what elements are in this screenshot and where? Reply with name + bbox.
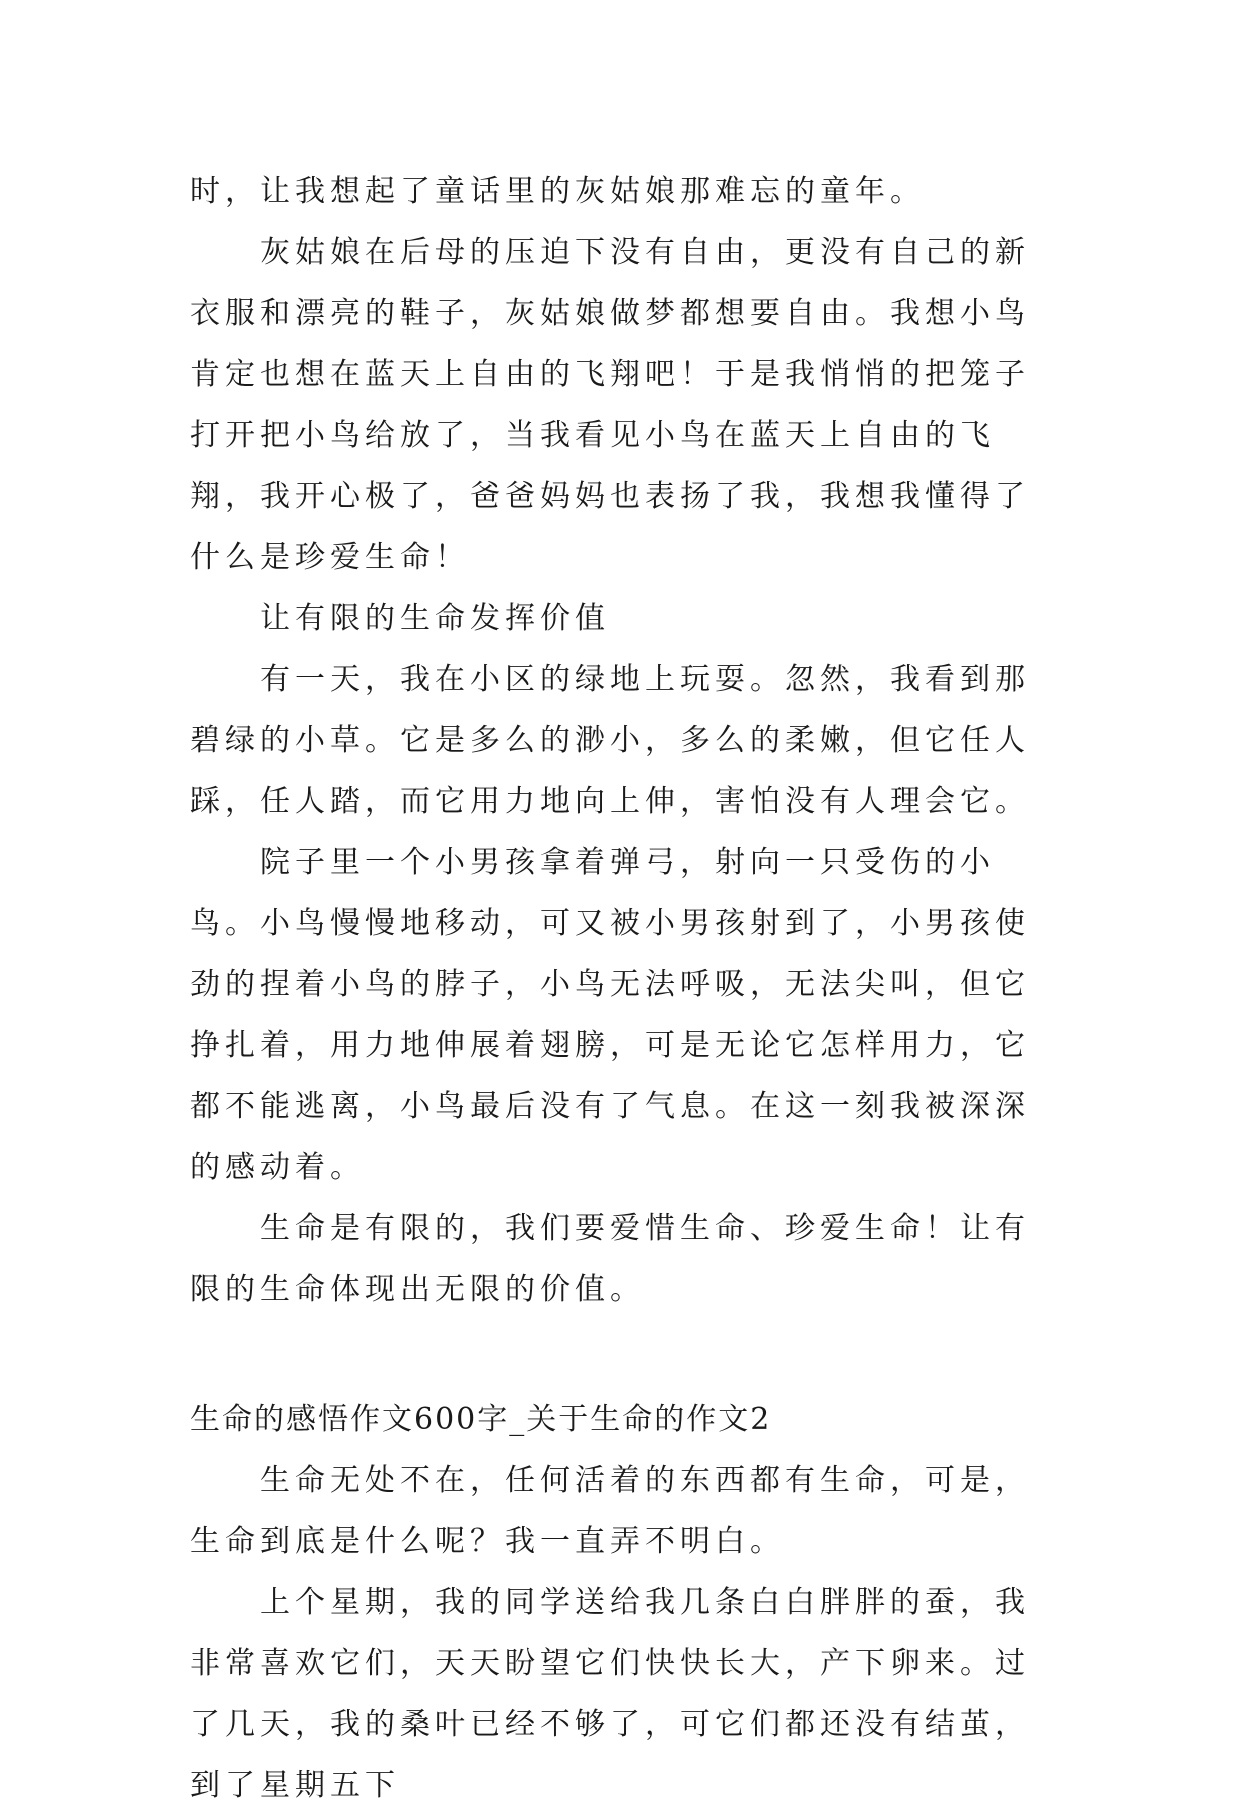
- paragraph: 灰姑娘在后母的压迫下没有自由，更没有自己的新衣服和漂亮的鞋子，灰姑娘做梦都想要自由。我想小鸟肯定也想在蓝天上自由的飞翔吧！于是我悄悄的把笼子打开把小鸟给放了，当我看见小鸟在蓝天上自由的飞翔，我开心极了，爸爸妈妈也表扬了我，我想我懂得了什么是珍爱生命！: [190, 235, 1030, 575]
- section-heading: 生命的感悟作文600字_关于生命的作文2: [190, 1402, 772, 1437]
- paragraph: 上个星期，我的同学送给我几条白白胖胖的蚕，我非常喜欢它们，天天盼望它们快快长大，产下卵来。过了几天，我的桑叶已经不够了，可它们都还没有结茧，到了星期五下: [190, 1585, 1030, 1803]
- subtitle: 让有限的生命发挥价值: [260, 601, 610, 636]
- paragraph-continuation: 时，让我想起了童话里的灰姑娘那难忘的童年。: [190, 174, 925, 209]
- paragraph: 院子里一个小男孩拿着弹弓，射向一只受伤的小鸟。小鸟慢慢地移动，可又被小男孩射到了，小男孩使劲的捏着小鸟的脖子，小鸟无法呼吸，无法尖叫，但它挣扎着，用力地伸展着翅膀，可是无论它怎样用力，它都不能逃离，小鸟最后没有了气息。在这一刻我被深深的感动着。: [190, 845, 1030, 1185]
- paragraph: 生命是有限的，我们要爱惜生命、珍爱生命！让有限的生命体现出无限的价值。: [190, 1211, 1030, 1307]
- paragraph: 生命无处不在，任何活着的东西都有生命，可是，生命到底是什么呢？我一直弄不明白。: [190, 1463, 1030, 1559]
- paragraph: 有一天，我在小区的绿地上玩耍。忽然，我看到那碧绿的小草。它是多么的渺小，多么的柔嫩，但它任人踩，任人踏，而它用力地向上伸，害怕没有人理会它。: [190, 662, 1030, 819]
- document-body: [190, 161, 1055, 1816]
